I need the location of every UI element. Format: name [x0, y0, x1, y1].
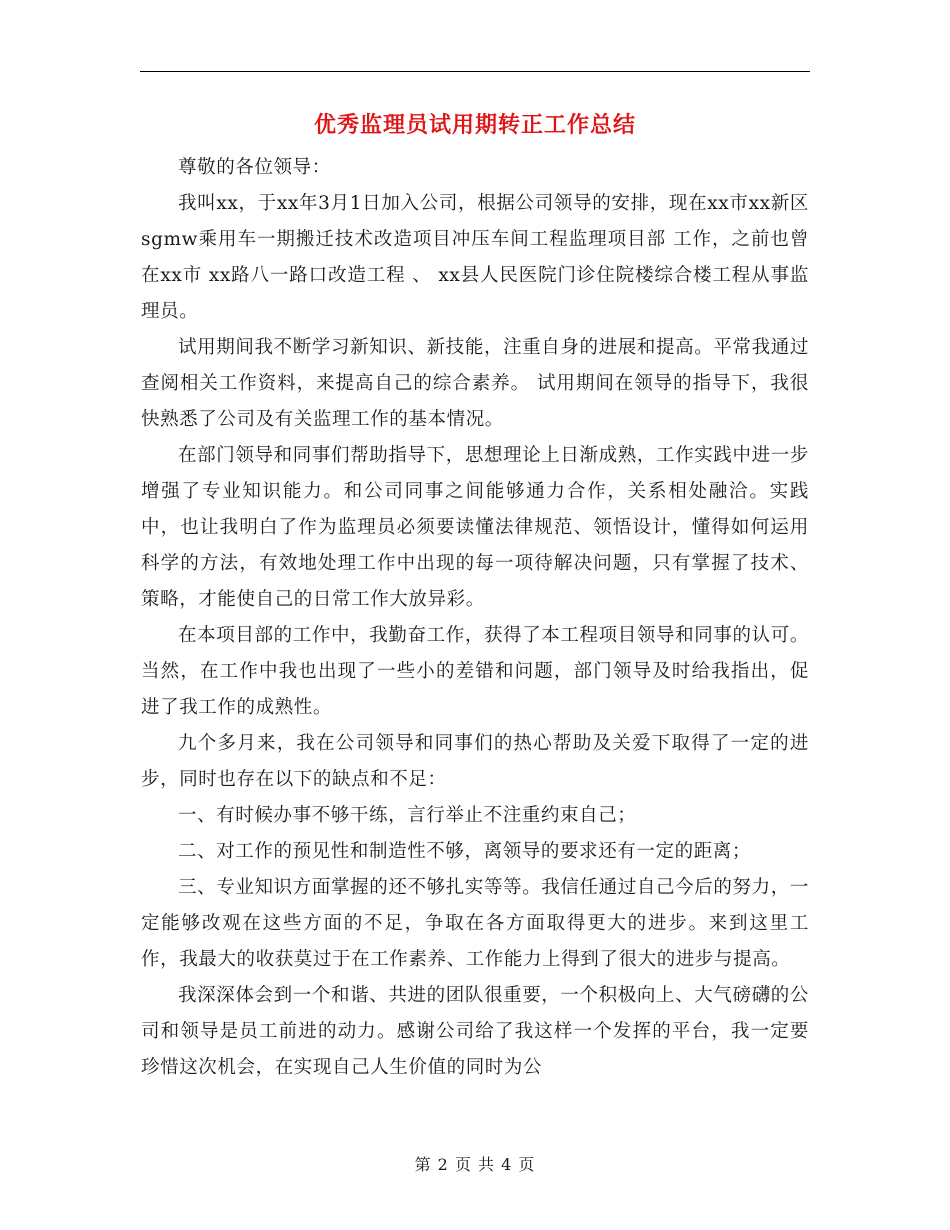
paragraph-gratitude: 我深深体会到一个和谐、共进的团队很重要，一个积极向上、大气磅礴的公司和领导是员工前进的动力。感谢公司给了我这样一个发挥的平台，我一定要珍惜这次机会，在实现自己人生价值的同时为公	[141, 985, 809, 1078]
shortcoming-item-1: 一、有时候办事不够干练，言行举止不注重约束自己；	[178, 805, 637, 826]
shortcoming-item-2: 二、对工作的预见性和制造性不够，离领导的要求还有一定的距离；	[178, 841, 752, 862]
page-number-footer: 第 2 页 共 4 页	[414, 1155, 536, 1174]
paragraph-project-work: 在本项目部的工作中，我勤奋工作，获得了本工程项目领导和同事的认可。当然，在工作中我也出现了一些小的差错和问题，部门领导及时给我指出，促进了我工作的成熟性。	[141, 625, 809, 718]
header-rule	[140, 71, 810, 72]
paragraph-team-guidance: 在部门领导和同事们帮助指导下，思想理论上日渐成熟，工作实践中进一步增强了专业知识能力。和公司同事之间能够通力合作，关系相处融洽。实践中，也让我明白了作为监理员必须要读懂法律规范、领悟设计，懂得如何运用科学的方法，有效地处理工作中出现的每一项待解决问题，只有掌握了技术、策略，才能使自己的日常工作大放异彩。	[141, 445, 809, 610]
salutation: 尊敬的各位领导：	[178, 157, 331, 178]
paragraph-introduction: 我叫xx，于xx年3月1日加入公司，根据公司领导的安排，现在xx市xx新区sgmw乘用车一期搬迁技术改造项目冲压车间工程监理项目部 工作，之前也曾在xx市 xx路八一路口改造工程 、 xx县人民医院门诊住院楼综合楼工程从事监理员。	[141, 193, 809, 322]
shortcoming-item-3: 三、专业知识方面掌握的还不够扎实等等。我信任通过自己今后的努力，一定能够改观在这些方面的不足，争取在各方面取得更大的进步。来到这里工作，我最大的收获莫过于在工作素养、工作能力上得到了很大的进步与提高。	[141, 877, 809, 970]
document-body	[141, 150, 809, 1086]
paragraph-probation-learning: 试用期间我不断学习新知识、新技能，注重自身的进展和提高。平常我通过查阅相关工作资料，来提高自己的综合素养。 试用期间在领导的指导下，我很快熟悉了公司及有关监理工作的基本情况。	[141, 337, 809, 430]
paragraph-progress-summary: 九个多月来，我在公司领导和同事们的热心帮助及关爱下取得了一定的进步，同时也存在以下的缺点和不足：	[141, 733, 809, 790]
document-title: 优秀监理员试用期转正工作总结	[313, 112, 636, 138]
